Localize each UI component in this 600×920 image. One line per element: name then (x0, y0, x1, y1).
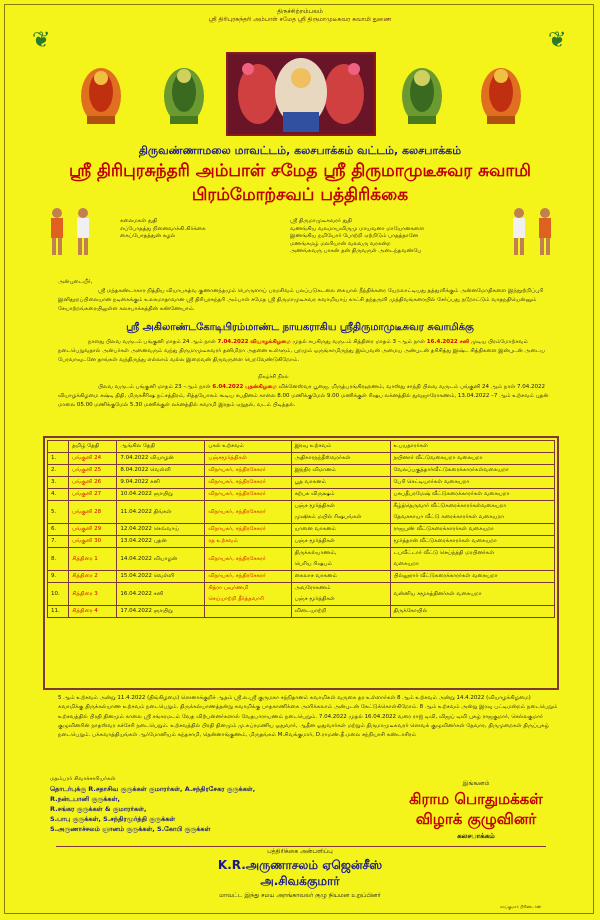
table-cell: சித்திரை 4 (69, 606, 117, 618)
invitation-body: ஸ்ரீ மந்தகண்டாகார நித்திய வியாபகத்வ குணானந்தமும் பொருளாய் பரமசிவம் பலப்படுகடலை கையால் நீந்திக்கரை யேறலாட்டியது தத்துளிக்கும் அன்னமோதிகளை இந்நூற்றிப்புரி இனிதூறப்பிலையான நடிகைக்கும் உலகமாதாவான ஸ்ரீ திரிபுரசுந்தரி அம்பாள் சமேத ஸ்ரீ திருமாமுடீசுவர சுவாமியாய் காட்சி தந்தருளி முத்திவங்கரையில் சேர்ப்பது நடூறாட்டும் வாதநதியென்னும் சேயாற்றங்கரையிலுள்ள கலசபாக்கத்தின் கண்ணேயாம். (58, 288, 544, 312)
table-cell: விநாயகர், சந்திரசேகரர் (205, 524, 291, 536)
table-row (48, 571, 555, 583)
contact-line: S.அருணாச்சலம் ஞானம் குருக்கள், S.கோபி குருக்கள் (50, 824, 211, 833)
festival-paragraph (58, 338, 558, 365)
table-row (48, 536, 555, 548)
table-cell: பங்குனி 25 (69, 465, 117, 477)
column-header: உபயதாரர்கள் (390, 441, 555, 453)
row-number: 2. (48, 465, 69, 477)
program-paragraph (58, 383, 558, 410)
salutation: அன்புடையீர், (58, 279, 93, 285)
table-cell: கற்பக விருக்ஷம் (291, 489, 390, 501)
table-cell: பூத வாகனம் (291, 477, 390, 489)
table-row (48, 477, 555, 489)
table-cell: சித்திரை 1 (69, 548, 117, 571)
saint-figure-icon (508, 205, 530, 257)
table-cell: பங்குனி 29 (69, 524, 117, 536)
date-highlight: 16.4.2022 சனி (426, 339, 470, 345)
table-cell: 11.04.2022 திங்கள் (117, 501, 205, 524)
date-highlight: 6.04.2022 புதன்கிழமை (212, 384, 277, 390)
page-title: ஸ்ரீ திரிபுரசுந்தரி அம்பாள் சமேத ஸ்ரீ திருமாமுடீசுவர சுவாமி (68, 161, 532, 181)
main-deity-photo (226, 52, 376, 136)
verse-line: இணங்கிய நமியோர் போற்றி ஏற்றிடும் பாதத்தானே (290, 233, 418, 239)
table-cell: கீழ்த்தெருவார் வீட்டுகரைக்காரர்கள்வகையறா தேவசகாயா வீட்டு கரைக்காரர்கள் வகையறா (390, 501, 555, 524)
organizer-line1: கிராம பொதுமக்கள் (409, 790, 543, 808)
saint-figure-icon (46, 205, 68, 257)
row-number: 9. (48, 571, 69, 583)
table-cell: வேலப்பகுத்தார்வீட்டுகரைக்காரர்கள்வகையறா (390, 465, 555, 477)
sponsor-role: மாவட்ட இந்து சமய அறங்காவலர் குழு நியமன உறுப்பினர் (219, 892, 381, 899)
table-cell: விடையாற்றி (291, 606, 390, 618)
table-cell: பங்குனி 24 (69, 453, 117, 465)
text-span: நாளது பிலவ வருடம் பங்குனி மாதம் 24 ஆம் நாள் (88, 339, 216, 345)
table-cell: நயினார் வீட்டுவகையறா வகையறா (390, 453, 555, 465)
text-span: முதல் சுபகிருது வருடம் சித்திரை மாதம் 3 –ஆம் நாள் (292, 339, 425, 345)
schedule-tag: நிகழ்ச்சி நிரல் (258, 374, 289, 380)
page-subtitle: பிரம்மோற்சவப் பத்திரிக்கை (191, 185, 409, 205)
table-cell: பங்குனி 26 (69, 477, 117, 489)
table-cell: 12.04.2022 செவ்வாய் (117, 524, 205, 536)
row-number: 7. (48, 536, 69, 548)
column-header: இரவு உற்சவம் (291, 441, 390, 453)
table-cell: விநாயகர், சந்திரசேகரர் (205, 477, 291, 489)
swan-icon: ❦ (32, 28, 51, 53)
table-row (48, 489, 555, 501)
column-header-no (48, 441, 69, 453)
saint-figure-icon (534, 205, 556, 257)
verse-right (290, 218, 490, 256)
invitation-text (58, 278, 558, 314)
deity-icon (472, 55, 530, 127)
table-cell: சித்திரை 2 (69, 571, 117, 583)
column-header: தமிழ் தேதி (69, 441, 117, 453)
table-cell: விநாயகர், சந்திரசேகரர் (205, 501, 291, 524)
table-cell: அவரோகணம் பஞ்ச மூர்த்திகள் (291, 583, 390, 606)
row-number: 11. (48, 606, 69, 618)
organizer-line2: விழாக் குழுவினர் (415, 810, 537, 828)
sponsor-tag: பத்திரிக்கை அன்பளிப்பு (267, 848, 333, 855)
table-cell: விநாயகர், சந்திரசேகரர் (205, 465, 291, 477)
organizer-place: கலசபாக்கம் (457, 832, 495, 840)
row-number: 5. (48, 501, 69, 524)
header-line2: ஸ்ரீ திரிபுரசுந்தரி அம்பாள் சமேத ஸ்ரீ திருமாமுடீசுவர சுவாமி துணை (208, 16, 392, 23)
table-cell: பசுபதீபரமேஷ் வீட்டுகரைக்காரர்கள் வகையறா (390, 489, 555, 501)
district-line: திருவண்ணாமலை மாவட்டம், கலசபாக்கம் வட்டம், கலசபாக்கம் (138, 144, 462, 157)
sponsor-person: அ.சிவக்குமார் (260, 874, 340, 888)
table-cell: 16.04.2022 சனி (117, 583, 205, 606)
table-cell: விநாயகர், சந்திரசேகரர் (205, 571, 291, 583)
row-number: 8. (48, 548, 69, 571)
organizer-prefix: இங்ஙனம் (462, 780, 490, 787)
row-number: 6. (48, 524, 69, 536)
table-cell (205, 606, 291, 618)
table-cell: கைலாச வாகனம் (291, 571, 390, 583)
table-row (48, 465, 555, 477)
row-number: 10. (48, 583, 69, 606)
table-cell: பங்குனி 28 (69, 501, 117, 524)
header-line1: திருச்சிற்றம்பலம் (277, 8, 323, 15)
divider (56, 846, 546, 847)
verse-line: வணங்கிய வலமாயவிருமு மாயவனா மாயோனகளை (290, 225, 425, 232)
deity-icon (155, 55, 213, 127)
table-cell: 13.04.2022 புதன் (117, 536, 205, 548)
deity-icon (72, 55, 130, 127)
column-header: பகல் உற்சவம் (205, 441, 291, 453)
table-cell: டபவீட்டார் வீட்டு செய்ந்த்தி மரபினர்கள் வகையறா (390, 548, 555, 571)
row-number: 1. (48, 453, 69, 465)
verse-line: மணங்கமழ் மலரியான் வலவரு வரகன்ற (290, 240, 391, 247)
verse-line: எப்போதத்து நினைவாக்கி.கிர்க்கை (120, 225, 206, 232)
table-cell: பஞ்ச மூர்த்திகள் (291, 536, 390, 548)
table-cell: பஞ்சமூர்த்திகள் (205, 453, 291, 465)
table-cell: திருக்கல்யாணம், பெரிய ரிஷபம் (291, 548, 390, 571)
text-span: பிலவ வருடம் பங்குனி மாதம் 23 –ஆம் நாள் (98, 384, 211, 390)
table-cell: யானை வாகனம் (291, 524, 390, 536)
row-number: 3. (48, 477, 69, 489)
text-span: முடிய பிரம்மோற்சவம் நடைபெறுவதால் அன்பர்கள் அனைவரும் வந்து திருமாமுடீசுவரர் தனிமிறா அதனை உள்ளும், புறமும் ஒருங்காமிருந்து இம்பவன் அமைய அன்புடன் தரிசித்து இஷ்ட சித்திகளை இன்புடன் அடைய பேரவாவுடனே தாங்கள் வந்திருந்து எல்லாம் வல்ல இறைவன் திருவருளை பெறவேண்டுகிறோம். (58, 339, 545, 363)
table-cell: திருக்கோயில் (390, 606, 555, 618)
contact-line: R.சங்கர குருக்கள் & குமாரர்கள், (50, 804, 147, 813)
swan-icon: ❦ (548, 28, 567, 53)
table-cell: பஞ்ச மூர்த்திகள் முஷிகம் மயில் ரிஷபங்கள் (291, 501, 390, 524)
verse-line: கைப்போதத்துன் கழல் (120, 233, 176, 239)
printer-credit: சாய்குமார் பிரிண்டர்ஸ் (500, 904, 542, 909)
table-cell: 14.04.2022 வியாழன் (117, 548, 205, 571)
sponsor-company: K.R.அருணாசலம் ஏஜென்சீஸ் (217, 858, 383, 872)
deity-icon (393, 55, 451, 127)
table-header-row (48, 441, 555, 453)
saint-figure-icon (72, 205, 94, 257)
verse-left-title: கலைமகள் துதி (120, 218, 158, 224)
table-cell: ரத உற்சவம் (205, 536, 291, 548)
table-cell: பங்குனி 27 (69, 489, 117, 501)
verse-line: அணங்கவரு பாகன் தன் திருவருள் அடைந்தவண்பே (290, 248, 422, 254)
table-cell: 8.04.2022 வெள்ளி (117, 465, 205, 477)
table-cell: சித்திரை 3 (69, 583, 117, 606)
table-cell: வன்னிய சமூகத்தினர்கள் வகையறா (390, 583, 555, 606)
events-paragraph: 5 ஆம் உற்சவம் அன்று 11.4.2022 (திங்கிழமை) ஸெனாக்குறிச் ஆதம் ஸ்ரீ.ல.ஸ்ரீ குருமகா சந்நிதானம் சுவாமிகள் வருகை தர உள்ளார்கள் 8 ஆம் உற்சவம் அன்று 14.4.2022 (வியாழக்கிழமை) சுவாமிக்கு திருக்கல்யாண உற்சவம் நடைபெறும். திருக்கல்யாணத்தன்று சுவாமிக்கு பாதகாணிக்கை அளிக்கலாம் அன்புடன் கேட்டுக்கொள்கிறோம். 8 ஆம் உற்சவம் அன்று இரவு பட்டிமன்றம் நடைபெறும் உற்சவத்தில் பிரதி தினமும் காலை ஸ்ரீ சங்கரமடம் வேத விற்பன்னர்களால் வேதபாராயணம் நடைபெறும். 7.04.2022 முதல் 16.04.2022 வரை ராஜ் டிவி, விஜய் டிவி புகழ் ராஜகுமார், செல்லகுமார் குழுவினரின் நாதஸ்வர கச்சேரி நடைபெறும். உற்சவத்தில் பிரதி தினமும் மு.சுப்ரமணிய ஓதுவார், ஆதீன ஓதுவார்கள் மற்றும் திருமாமுடீசுவரர் ஸெவக் குழுவினர்கள் தேவார, திருமுறைகள் திருப்புகழ் நடைபெறும். பக்கவாத்தியங்கள் ஆர்மோனியம் கந்தசாமி, தென்னாங்குணம், மிருதங்கம் M.சிவக்குமார், D.ராமண்.தீ.மலை சந்நியாசி கண்டாசிரம் (58, 695, 558, 739)
contact-line: R.நன்டபானி குருக்கள், (50, 794, 120, 803)
blue-heading: ஸ்ரீ அகிலாண்டகோடிபிரம்மாண்ட நாயகராகிய ஸ்ரீதிருமாமுடீசுவர சுவாமிக்கு (126, 322, 474, 333)
table-row (48, 524, 555, 536)
table-cell: 7.04.2022 வியாழன் (117, 453, 205, 465)
table-cell: 9.04.2022 சனி (117, 477, 205, 489)
table-row (48, 501, 555, 524)
table-row (48, 548, 555, 571)
verse-right-title: ஸ்ரீ திருமாமுடீசுவரர் துதி (290, 218, 352, 224)
row-number: 4. (48, 489, 69, 501)
table-row (48, 606, 555, 618)
table-cell: பங்குனி 30 (69, 536, 117, 548)
table-cell: இந்திர விமானம் (291, 465, 390, 477)
table-cell: பேரி செட்டியார்கள் வகையறா (390, 477, 555, 489)
table-cell: அதிகாரநந்தீஸ்வரர்கள் (291, 453, 390, 465)
table-cell: பில்லூரார் வீட்டுகரைக்காரர்கள் வகையறா (390, 571, 555, 583)
table-row (48, 583, 555, 606)
date-highlight: 7.04.2022 வியாழக்கிழமை (217, 339, 291, 345)
table-cell: சித்ரா பவுர்ணமி செய்யாற்றி தீர்த்தவாரி (205, 583, 291, 606)
table-cell: 17.04.2022 ஞாயிறு (117, 606, 205, 618)
table-cell: விநாயகர், சந்திரசேகரர் (205, 548, 291, 571)
text-span: விக்னேஸ்வர பூஜை, மிருத்பரங்கிரஹணம், வாஸ்து சாந்தி பிலவ வருடம் பங்குனி 24 ஆம் நாள் 7.04.2022 வியாழக்கிழமை சஷ்டி திதி, மிருகசீரிஷ நட்சத்திரம், சித்தயோகம் கூடிய சுபதினம் காலை 8.00 மணிக்குமேல் 9.00 மணிக்குள் ரிஷப லக்னத்தில் துவஜாரோகணம், 13.04.2022 –7 ஆம் உற்சவம் புதன் மாலை 05.00 மணிக்குமேல் 5.30 மணிக்குள் லக்னத்தில் சுவாமி இரதம் ஏறுதல், வடம் பிடித்தல். (58, 384, 549, 408)
table-row (48, 453, 555, 465)
table-cell: விநாயகர், சந்திரசேகரர் (205, 489, 291, 501)
column-header: ஆங்கில தேதி (117, 441, 205, 453)
contacts-block (50, 776, 370, 834)
contacts-heading: மதம்பரர் சிவாச்சாரியர்கள் (50, 776, 116, 782)
table-cell: 10.04.2022 ஞாயிறு (117, 489, 205, 501)
schedule-table (47, 440, 555, 618)
table-cell: மூர்த்தான் வீட்டுகரைக்காரர்கள் வகையறா (390, 536, 555, 548)
table-cell: ராஜபுண் வீட்டுகரைக்காரர்கள் வகையறா (390, 524, 555, 536)
contact-line: S.பாபு குருக்கள், S.சந்திரமூர்த்தி குருக்கள் (50, 814, 176, 823)
verse-left (120, 218, 270, 241)
table-cell: 15.04.2022 வெள்ளி (117, 571, 205, 583)
contact-line: தொடர்புக்கு R.சதாசிவ குருக்கள் குமாரர்கள், A.சந்திரசேகர குருக்கள், (50, 784, 256, 793)
